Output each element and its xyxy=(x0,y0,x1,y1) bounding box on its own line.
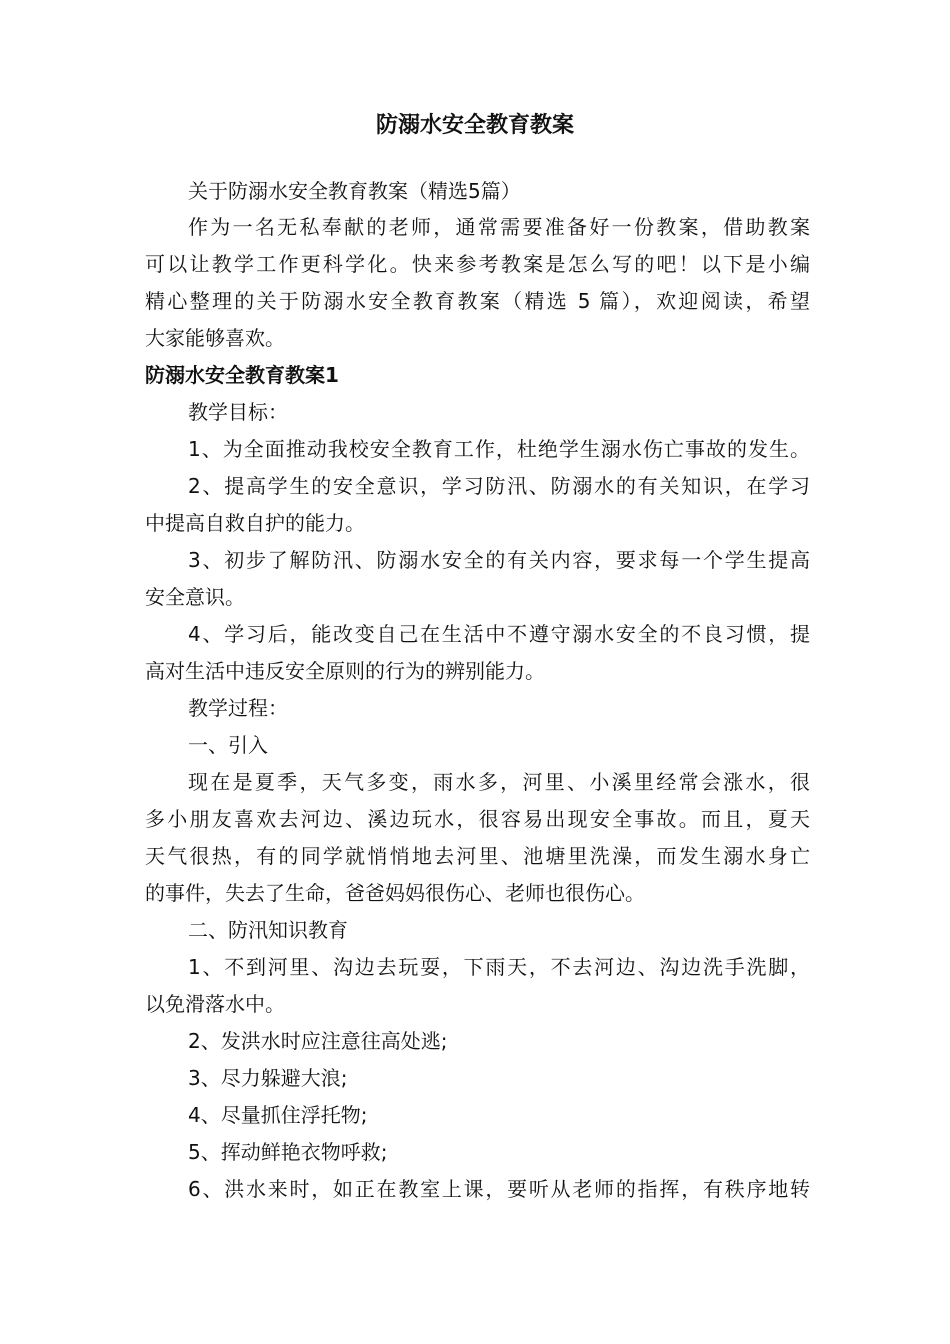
paragraph-line: 一、引入 xyxy=(188,733,268,757)
paragraph-line: 可以让教学工作更科学化。快来参考教案是怎么写的吧！以下是小编 xyxy=(145,252,810,276)
document-title: 防溺水安全教育教案 xyxy=(375,113,574,138)
paragraph-line: 2、提高学生的安全意识，学习防汛、防溺水的有关知识，在学习 xyxy=(188,474,810,498)
paragraph-line: 1、不到河里、沟边去玩耍，下雨天，不去河边、沟边洗手洗脚， xyxy=(188,955,810,979)
paragraph-line: 以免滑落水中。 xyxy=(145,992,285,1016)
paragraph-line: 多小朋友喜欢去河边、溪边玩水，很容易出现安全事故。而且，夏天 xyxy=(145,807,810,831)
paragraph-line: 4、学习后，能改变自己在生活中不遵守溺水安全的不良习惯，提 xyxy=(188,622,810,646)
paragraph-line: 天气很热，有的同学就悄悄地去河里、池塘里洗澡，而发生溺水身亡 xyxy=(145,844,810,868)
paragraph-line: 大家能够喜欢。 xyxy=(145,326,285,350)
paragraph-line: 3、尽力躲避大浪; xyxy=(188,1066,348,1090)
paragraph-line: 作为一名无私奉献的老师，通常需要准备好一份教案，借助教案 xyxy=(188,215,810,239)
paragraph-line: 教学过程： xyxy=(188,696,288,720)
paragraph-line: 教学目标： xyxy=(188,400,288,424)
paragraph-line: 4、尽量抓住浮托物; xyxy=(188,1103,368,1127)
paragraph-line: 3、初步了解防汛、防溺水安全的有关内容，要求每一个学生提高 xyxy=(188,548,810,572)
paragraph-line: 6、洪水来时，如正在教室上课，要听从老师的指挥，有秩序地转 xyxy=(188,1177,810,1201)
paragraph-line: 高对生活中违反安全原则的行为的辨别能力。 xyxy=(145,659,545,683)
paragraph-line: 的事件，失去了生命，爸爸妈妈很伤心、老师也很伤心。 xyxy=(145,881,645,905)
paragraph-line: 现在是夏季，天气多变，雨水多，河里、小溪里经常会涨水，很 xyxy=(188,770,810,794)
paragraph-line: 二、防汛知识教育 xyxy=(188,918,348,942)
paragraph-line: 1、为全面推动我校安全教育工作，杜绝学生溺水伤亡事故的发生。 xyxy=(188,437,810,461)
paragraph-line: 中提高自救自护的能力。 xyxy=(145,511,365,535)
paragraph-line: 精心整理的关于防溺水安全教育教案（精选 5 篇），欢迎阅读，希望 xyxy=(145,289,810,313)
section-heading: 防溺水安全教育教案1 xyxy=(145,363,339,387)
paragraph-line: 5、挥动鲜艳衣物呼救; xyxy=(188,1140,388,1164)
subtitle-line: 关于防溺水安全教育教案（精选5篇） xyxy=(188,179,521,203)
paragraph-line: 安全意识。 xyxy=(145,585,245,609)
paragraph-line: 2、发洪水时应注意往高处逃; xyxy=(188,1029,448,1053)
